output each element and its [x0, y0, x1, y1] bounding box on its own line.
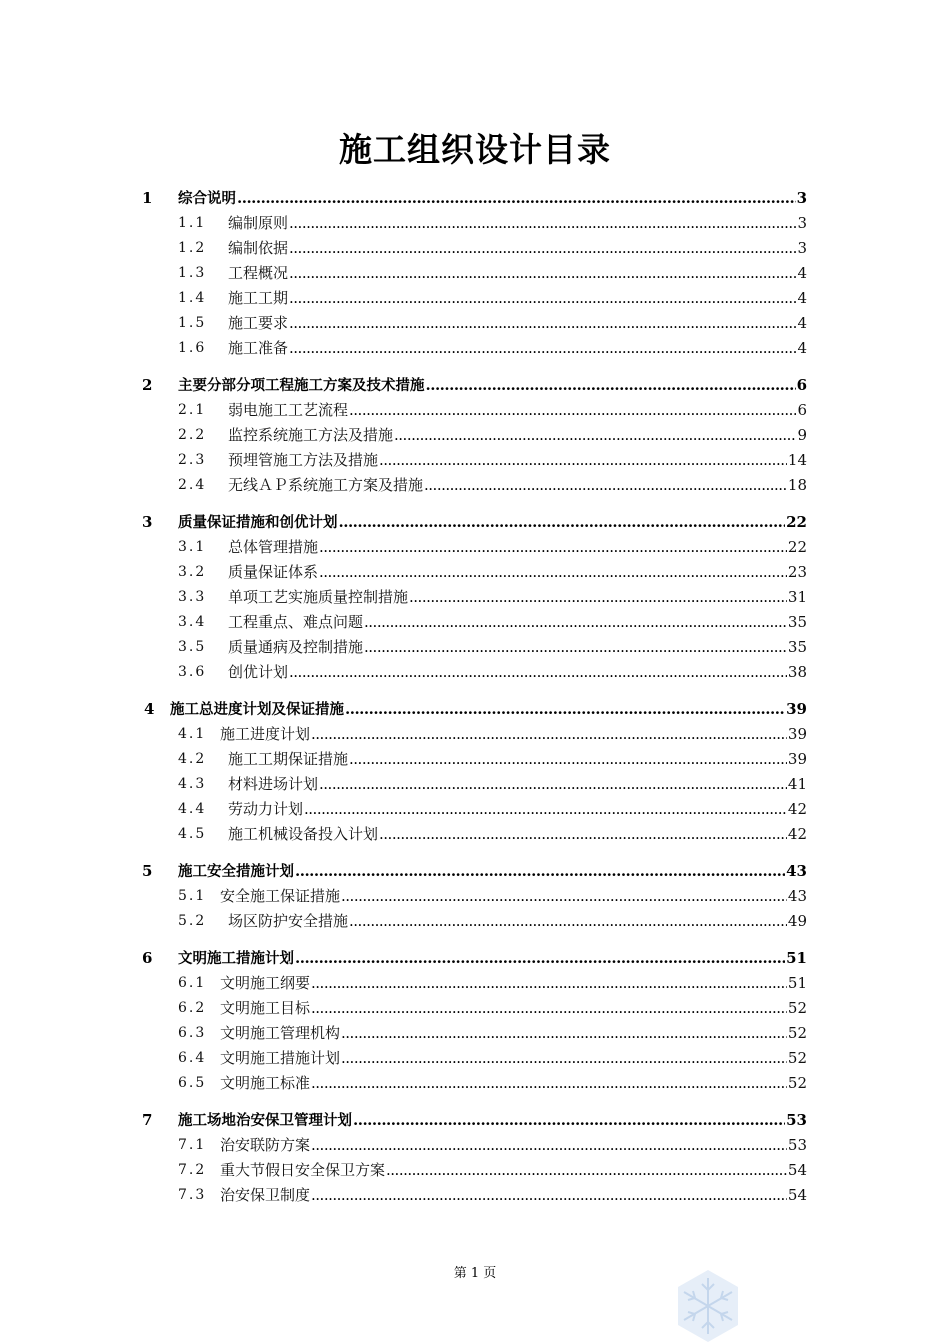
toc-dot-leader	[237, 187, 796, 209]
toc-entry-label: 总体管理措施	[228, 538, 319, 556]
toc-dot-leader	[409, 586, 787, 608]
toc-page-number: 31	[787, 588, 807, 606]
toc-section-entry[interactable]	[0, 823, 950, 845]
toc-dot-leader	[289, 212, 796, 234]
toc-page-number: 39	[787, 750, 807, 768]
toc-page-number: 43	[786, 862, 807, 880]
toc-dot-leader	[349, 399, 796, 421]
toc-entry-number: 4	[144, 700, 155, 718]
toc-entry-label: 监控系统施工方法及措施	[228, 426, 394, 444]
toc-section-entry[interactable]	[0, 586, 950, 608]
toc-dot-leader	[341, 1022, 787, 1044]
toc-dot-leader	[311, 723, 787, 745]
toc-entry-label: 弱电施工工艺流程	[228, 401, 349, 419]
toc-entry-label: 文明施工标准	[220, 1074, 311, 1092]
toc-entry-label: 场区防护安全措施	[228, 912, 349, 930]
toc-page-number: 23	[787, 563, 807, 581]
toc-entry-label: 文明施工纲要	[220, 974, 311, 992]
toc-page-number: 43	[787, 887, 807, 905]
toc-entry-label: 创优计划	[228, 663, 289, 681]
toc-entry-number: 5.1	[178, 888, 207, 904]
toc-entry-label: 综合说明	[178, 191, 236, 207]
toc-dot-leader	[289, 287, 796, 309]
toc-page-number: 6	[797, 401, 807, 419]
toc-section-entry[interactable]	[0, 972, 950, 994]
toc-entry-label: 工程概况	[228, 264, 289, 282]
toc-page-number: 4	[797, 289, 807, 307]
toc-entry-number: 1.6	[178, 340, 207, 356]
toc-entry-number: 2.2	[178, 427, 207, 443]
toc-entry-number: 2.3	[178, 452, 207, 468]
toc-chapter-entry[interactable]	[0, 374, 950, 396]
toc-dot-leader	[304, 798, 787, 820]
toc-entry-label: 施工工期	[228, 289, 289, 307]
toc-dot-leader	[379, 449, 787, 471]
toc-entry-label: 工程重点、难点问题	[228, 613, 364, 631]
toc-section-entry[interactable]	[0, 748, 950, 770]
toc-entry-label: 材料进场计划	[228, 775, 319, 793]
toc-page-number: 51	[787, 974, 807, 992]
toc-dot-leader	[319, 773, 787, 795]
toc-page-number: 35	[787, 613, 807, 631]
toc-entry-number: 6.1	[178, 975, 207, 991]
toc-chapter-entry[interactable]	[0, 511, 950, 533]
toc-page-number: 53	[786, 1111, 807, 1129]
toc-page-number: 51	[786, 949, 807, 967]
toc-entry-number: 7.2	[178, 1162, 207, 1178]
toc-entry-label: 施工进度计划	[220, 725, 311, 743]
toc-page-number: 35	[787, 638, 807, 656]
toc-dot-leader	[319, 561, 787, 583]
page-footer: 第 1 页	[453, 1266, 497, 1281]
toc-section-entry[interactable]	[0, 910, 950, 932]
toc-entry-number: 6.5	[178, 1075, 207, 1091]
toc-dot-leader	[345, 698, 785, 720]
toc-entry-number: 1	[142, 189, 153, 207]
toc-entry-number: 2.4	[178, 477, 207, 493]
toc-chapter-entry[interactable]	[0, 1109, 950, 1131]
toc-entry-number: 3.6	[178, 664, 207, 680]
toc-dot-leader	[424, 474, 787, 496]
toc-dot-leader	[379, 823, 787, 845]
toc-dot-leader	[311, 997, 787, 1019]
toc-dot-leader	[311, 1184, 787, 1206]
toc-page-number: 54	[787, 1186, 807, 1204]
toc-section-entry[interactable]	[0, 212, 950, 234]
toc-entry-number: 3.4	[178, 614, 207, 630]
toc-entry-label: 施工要求	[228, 314, 289, 332]
toc-entry-number: 3.2	[178, 564, 207, 580]
toc-entry-label: 文明施工措施计划	[178, 951, 294, 967]
toc-entry-number: 7	[142, 1111, 153, 1129]
toc-section-entry[interactable]	[0, 723, 950, 745]
toc-entry-number: 4.5	[178, 826, 207, 842]
toc-entry-number: 1.5	[178, 315, 207, 331]
toc-entry-label: 施工机械设备投入计划	[228, 825, 379, 843]
toc-entry-number: 4.2	[178, 751, 207, 767]
toc-page-number: 39	[786, 700, 807, 718]
toc-entry-number: 7.1	[178, 1137, 207, 1153]
toc-entry-label: 施工安全措施计划	[178, 864, 294, 880]
toc-page-number: 42	[787, 825, 807, 843]
toc-dot-leader	[364, 611, 787, 633]
toc-entry-label: 施工工期保证措施	[228, 750, 349, 768]
toc-dot-leader	[289, 337, 796, 359]
toc-page-number: 6	[796, 376, 807, 394]
toc-entry-number: 1.2	[178, 240, 207, 256]
toc-section-entry[interactable]	[0, 885, 950, 907]
toc-entry-number: 5	[142, 862, 153, 880]
toc-entry-number: 6.4	[178, 1050, 207, 1066]
toc-section-entry[interactable]	[0, 611, 950, 633]
toc-page-number: 52	[787, 1074, 807, 1092]
toc-chapter-entry[interactable]	[0, 698, 950, 720]
toc-section-entry[interactable]	[0, 424, 950, 446]
toc-entry-label: 治安保卫制度	[220, 1186, 311, 1204]
toc-entry-number: 3.3	[178, 589, 207, 605]
toc-entry-label: 治安联防方案	[220, 1136, 311, 1154]
toc-entry-label: 质量通病及控制措施	[228, 638, 364, 656]
toc-dot-leader	[386, 1159, 787, 1181]
toc-page-number: 4	[797, 314, 807, 332]
toc-section-entry[interactable]	[0, 561, 950, 583]
toc-page-number: 4	[797, 264, 807, 282]
toc-entry-number: 3	[142, 513, 153, 531]
toc-entry-label: 编制依据	[228, 239, 289, 257]
toc-section-entry[interactable]	[0, 287, 950, 309]
toc-entry-number: 6.3	[178, 1025, 207, 1041]
toc-section-entry[interactable]	[0, 1047, 950, 1069]
toc-page-number: 14	[787, 451, 807, 469]
toc-dot-leader	[289, 312, 796, 334]
toc-page-number: 3	[797, 214, 807, 232]
toc-page-number: 52	[787, 1049, 807, 1067]
toc-entry-label: 文明施工措施计划	[220, 1049, 341, 1067]
toc-dot-leader	[341, 1047, 787, 1069]
toc-entry-label: 安全施工保证措施	[220, 887, 341, 905]
toc-dot-leader	[289, 237, 796, 259]
toc-section-entry[interactable]	[0, 1159, 950, 1181]
toc-page-number: 22	[787, 538, 807, 556]
toc-dot-leader	[289, 661, 787, 683]
toc-entry-label: 编制原则	[228, 214, 289, 232]
toc-dot-leader	[311, 972, 787, 994]
toc-page-number: 54	[787, 1161, 807, 1179]
toc-section-entry[interactable]	[0, 337, 950, 359]
toc-section-entry[interactable]	[0, 1134, 950, 1156]
toc-section-entry[interactable]	[0, 997, 950, 1019]
toc-dot-leader	[394, 424, 796, 446]
toc-entry-number: 3.5	[178, 639, 207, 655]
toc-entry-number: 4.4	[178, 801, 207, 817]
toc-page-number: 22	[786, 513, 807, 531]
toc-section-entry[interactable]	[0, 399, 950, 421]
toc-page-number: 53	[787, 1136, 807, 1154]
toc-page-number: 52	[787, 1024, 807, 1042]
toc-section-entry[interactable]	[0, 1184, 950, 1206]
toc-section-entry[interactable]	[0, 1022, 950, 1044]
toc-section-entry[interactable]	[0, 312, 950, 334]
toc-chapter-entry[interactable]	[0, 947, 950, 969]
toc-page-number: 41	[787, 775, 807, 793]
toc-chapter-entry[interactable]	[0, 187, 950, 209]
toc-dot-leader	[349, 910, 787, 932]
toc-page-number: 42	[787, 800, 807, 818]
toc-page-number: 18	[787, 476, 807, 494]
toc-entry-label: 无线ＡＰ系统施工方案及措施	[228, 476, 424, 494]
toc-page-number: 3	[797, 239, 807, 257]
toc-dot-leader	[311, 1134, 787, 1156]
toc-entry-number: 2.1	[178, 402, 207, 418]
toc-section-entry[interactable]	[0, 798, 950, 820]
toc-page-number: 49	[787, 912, 807, 930]
toc-entry-label: 劳动力计划	[228, 800, 304, 818]
toc-entry-number: 2	[142, 376, 153, 394]
toc-chapter-entry[interactable]	[0, 860, 950, 882]
toc-dot-leader	[364, 636, 787, 658]
toc-section-entry[interactable]	[0, 449, 950, 471]
toc-page-number: 38	[787, 663, 807, 681]
toc-entry-label: 施工场地治安保卫管理计划	[178, 1113, 352, 1129]
toc-entry-number: 6	[142, 949, 153, 967]
toc-page-number: 39	[787, 725, 807, 743]
toc-section-entry[interactable]	[0, 636, 950, 658]
toc-entry-label: 质量保证措施和创优计划	[178, 515, 338, 531]
toc-page-number: 3	[796, 189, 807, 207]
toc-section-entry[interactable]	[0, 237, 950, 259]
toc-page-number: 9	[797, 426, 807, 444]
toc-entry-number: 4.1	[178, 726, 207, 742]
toc-dot-leader	[295, 860, 785, 882]
toc-entry-label: 单项工艺实施质量控制措施	[228, 588, 409, 606]
toc-dot-leader	[341, 885, 787, 907]
toc-page-number: 52	[787, 999, 807, 1017]
document-title: 施工组织设计目录	[339, 130, 611, 169]
toc-section-entry[interactable]	[0, 661, 950, 683]
toc-dot-leader	[289, 262, 796, 284]
toc-dot-leader	[339, 511, 786, 533]
toc-dot-leader	[295, 947, 785, 969]
toc-entry-label: 质量保证体系	[228, 563, 319, 581]
toc-section-entry[interactable]	[0, 536, 950, 558]
toc-section-entry[interactable]	[0, 773, 950, 795]
toc-entry-label: 施工总进度计划及保证措施	[170, 702, 344, 718]
toc-entry-label: 文明施工管理机构	[220, 1024, 341, 1042]
toc-page-number: 4	[797, 339, 807, 357]
toc-entry-label: 预埋管施工方法及措施	[228, 451, 379, 469]
toc-dot-leader	[426, 374, 796, 396]
toc-dot-leader	[353, 1109, 785, 1131]
toc-entry-label: 主要分部分项工程施工方案及技术措施	[178, 378, 425, 394]
toc-entry-number: 5.2	[178, 913, 207, 929]
toc-entry-number: 1.4	[178, 290, 207, 306]
toc-entry-number: 4.3	[178, 776, 207, 792]
toc-dot-leader	[311, 1072, 787, 1094]
toc-entry-number: 6.2	[178, 1000, 207, 1016]
toc-entry-number: 1.3	[178, 265, 207, 281]
toc-dot-leader	[349, 748, 787, 770]
toc-section-entry[interactable]	[0, 262, 950, 284]
toc-section-entry[interactable]	[0, 474, 950, 496]
toc-entry-number: 3.1	[178, 539, 207, 555]
toc-entry-label: 施工准备	[228, 339, 289, 357]
toc-entry-label: 重大节假日安全保卫方案	[220, 1161, 386, 1179]
snowflake-watermark-icon	[668, 1268, 748, 1344]
toc-entry-number: 1.1	[178, 215, 207, 231]
toc-entry-label: 文明施工目标	[220, 999, 311, 1017]
toc-entry-number: 7.3	[178, 1187, 207, 1203]
toc-section-entry[interactable]	[0, 1072, 950, 1094]
toc-dot-leader	[319, 536, 787, 558]
